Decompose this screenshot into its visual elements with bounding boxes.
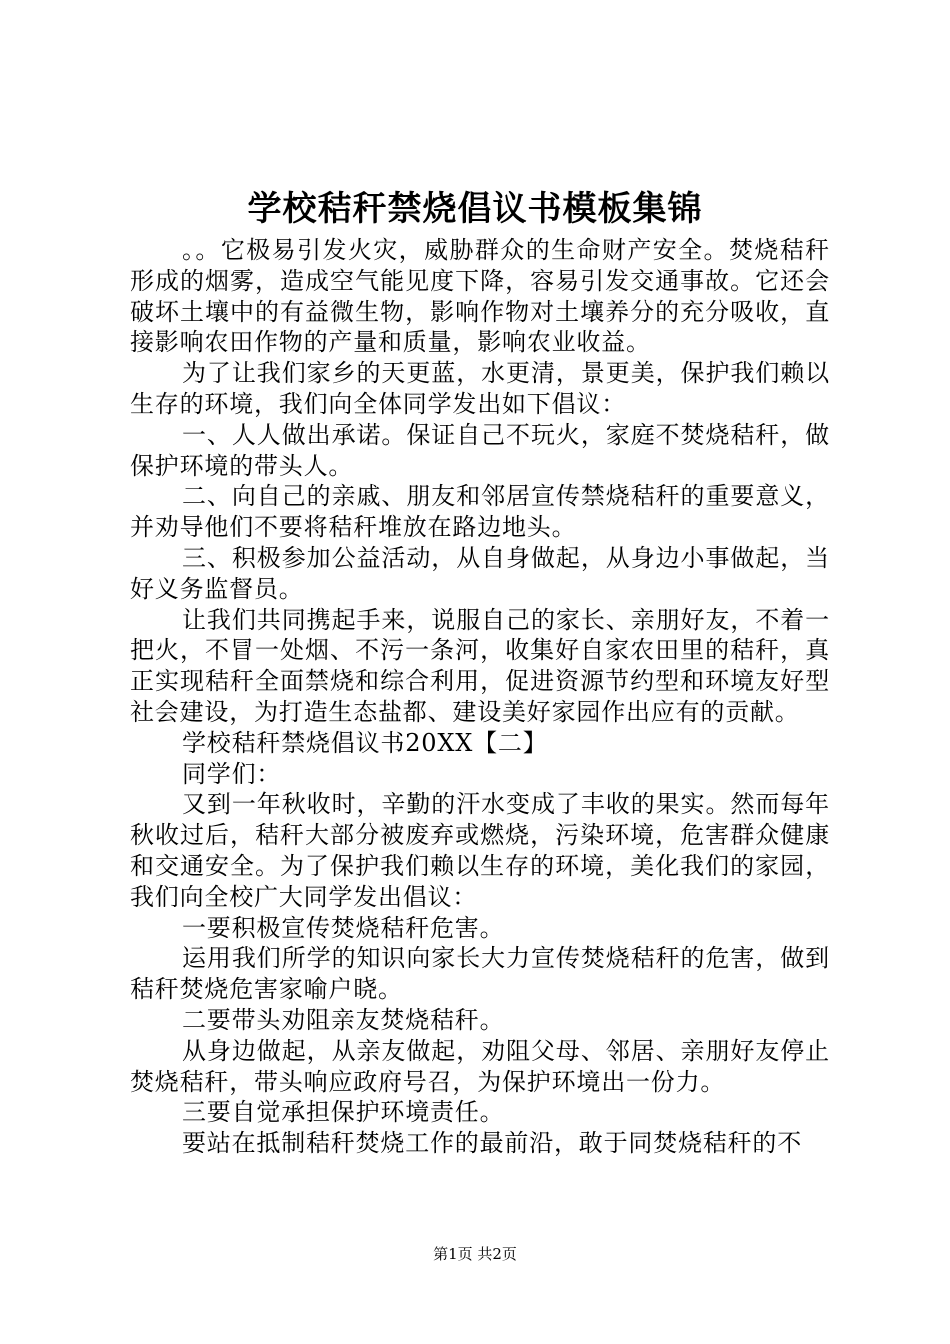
paragraph: 从身边做起，从亲友做起，劝阻父母、邻居、亲朋好友停止焚烧秸秆，带头响应政府号召，为保护环境出一份力。 <box>130 1036 830 1096</box>
paragraph: 又到一年秋收时，辛勤的汗水变成了丰收的果实。然而每年秋收过后，秸秆大部分被废弃或燃烧，污染环境，危害群众健康和交通安全。为了保护我们赖以生存的环境，美化我们的家园，我们向全校广大同学发出倡议： <box>130 790 830 911</box>
paragraph: 三、积极参加公益活动，从自身做起，从身边小事做起，当好义务监督员。 <box>130 543 830 603</box>
section-heading: 学校秸秆禁烧倡议书20XX【二】 <box>182 728 548 757</box>
paragraph: 一、人人做出承诺。保证自己不玩火，家庭不焚烧秸秆，做保护环境的带头人。 <box>130 420 830 480</box>
paragraph: 二要带头劝阻亲友焚烧秸秆。 <box>182 1005 505 1034</box>
document-title: 学校秸秆禁烧倡议书模板集锦 <box>247 189 703 229</box>
paragraph: 要站在抵制秸秆焚烧工作的最前沿，敢于同焚烧秸秆的不 <box>182 1129 802 1158</box>
paragraph: 。。它极易引发火灾，威胁群众的生命财产安全。焚烧秸秆形成的烟雾，造成空气能见度下降，容易引发交通事故。它还会破坏土壤中的有益微生物，影响作物对土壤养分的充分吸收，直接影响农田作物的产量和质量，影响农业收益。 <box>130 236 830 357</box>
paragraph: 运用我们所学的知识向家长大力宣传焚烧秸秆的危害，做到秸秆焚烧危害家喻户晓。 <box>130 944 830 1004</box>
paragraph: 一要积极宣传焚烧秸秆危害。 <box>182 913 505 942</box>
page-footer: 第1页 共2页 <box>433 1245 517 1263</box>
paragraph: 二、向自己的亲戚、朋友和邻居宣传禁烧秸秆的重要意义，并劝导他们不要将秸秆堆放在路边地头。 <box>130 482 830 542</box>
document-body <box>130 235 830 1159</box>
paragraph: 三要自觉承担保护环境责任。 <box>182 1098 505 1127</box>
salutation: 同学们： <box>182 759 282 788</box>
paragraph: 让我们共同携起手来，说服自己的家长、亲朋好友，不着一把火，不冒一处烟、不污一条河，收集好自家农田里的秸秆，真正实现秸秆全面禁烧和综合利用，促进资源节约型和环境友好型社会建设，为打造生态盐都、建设美好家园作出应有的贡献。 <box>130 605 830 726</box>
paragraph: 为了让我们家乡的天更蓝，水更清，景更美，保护我们赖以生存的环境，我们向全体同学发出如下倡议： <box>130 359 830 418</box>
